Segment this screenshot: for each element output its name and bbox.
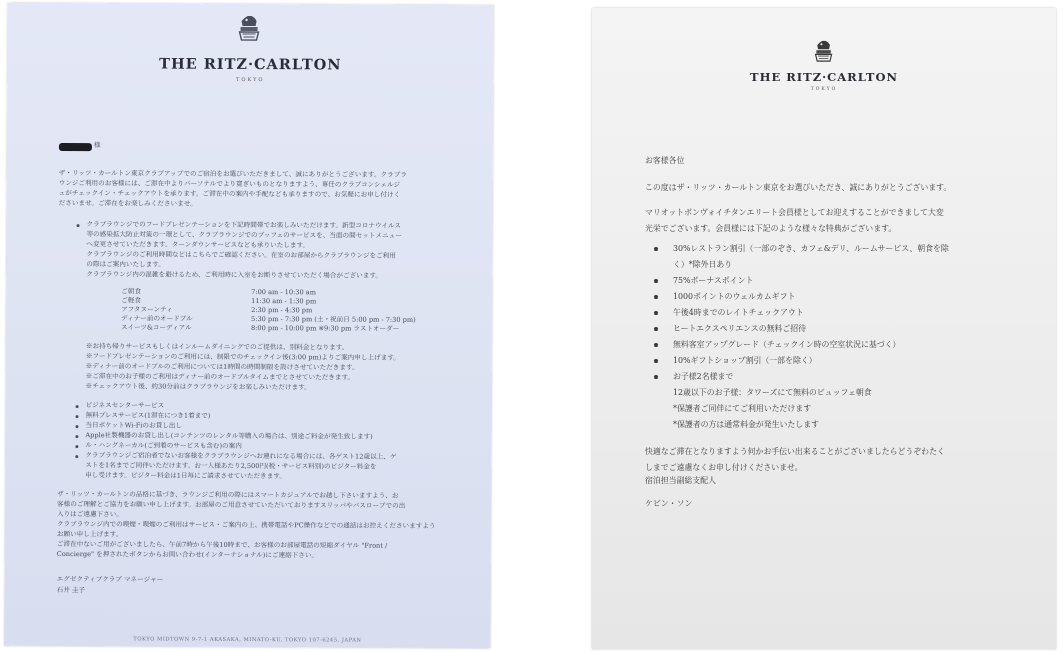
outro-line: Concierge" を押されたボタンからお問い合わせ(インターナショナル)にご連絡下さい。 <box>56 549 319 560</box>
brand-wordmark: THE RITZ·CARLTON <box>159 55 342 74</box>
service-item: クラブラウンジご宿泊者でないお客様をクラブラウンジへお連れになる場合には、各ゲスト12歳以上、ゲ <box>85 451 397 461</box>
outro-line: ご滞在中ないご用がございましたら、午前7時から午後10時まで、お客様のお部屋電話の短縮ダイヤル "Front / <box>56 539 390 550</box>
benefit-item: 75%ボーナスポイント <box>673 276 754 285</box>
note-line: ※お持ち帰りサービスもしくはインルームダイニングでのご提供は、別料金となります。 <box>85 342 349 352</box>
bullet-dot <box>654 295 658 299</box>
intro-line: ウンジご利用のお客様には、ご滞在中よりパーソナルでより寛ぎいものとなりますよう、専任のクラブコンシェルジ <box>58 179 401 189</box>
note-line: ※ディナー前のオードブルのご利用については1時間の時間制限を設けさせていただきます。 <box>85 362 359 372</box>
bullet-dot <box>654 343 658 347</box>
hotel-address-footer: TOKYO MIDTOWN 9-7-1 AKASAKA, MINATO-KU, TOKYO 107-6245, JAPAN <box>133 636 362 644</box>
schedule-time: 5:30 pm - 7:30 pm (土・祝前日 5:00 pm - 7:30 pm) <box>251 315 416 324</box>
note-line: ※チェックアウト後、約30分前はクラブラウンジをお楽しみいただけます。 <box>85 382 311 392</box>
schedule-name: ご軽食 <box>121 296 141 305</box>
club-lounge-letter <box>4 3 493 649</box>
city-label: TOKYO <box>236 76 265 84</box>
closing-line: 快適なご滞在となりますよう何かお手伝い出来ることがございましたらどうぞわたく <box>645 447 945 456</box>
signer-name: ケビン・ソン <box>645 499 693 508</box>
schedule-name: スイーツ&コーディアル <box>120 323 192 332</box>
bullet-dot <box>654 247 658 251</box>
ritz-carlton-lion-crest-logo <box>236 12 262 44</box>
signer-title: 宿泊担当副総支配人 <box>645 476 717 485</box>
bullet-line: クラブラウンジでのフードプレゼンテーションを下記時間帯でお楽しみいただけます。新型コロナウイルス <box>86 220 402 230</box>
city-label: TOKYO <box>810 87 838 92</box>
signer-title: エグゼクティブクラブ マネージャー <box>56 574 164 584</box>
bullet-dot <box>654 279 658 283</box>
schedule-name: ご朝食 <box>121 287 141 296</box>
schedule-time: 7:00 am - 10:30 am <box>251 288 316 297</box>
outro-line: 入りはご遠慮下さい。 <box>56 509 123 519</box>
bullet-line: へ変更させていただきます。ターンダウンサービスなども承りいたします。 <box>86 240 310 250</box>
benefit-item: *保護者ご同伴にてご利用いただけます <box>673 404 812 413</box>
bullet-line: クラブラウンジのご利用時間などはこちらでご確認ください。在室のお部屋からクラブラウンジをご利用 <box>86 250 396 260</box>
bullet-dot <box>654 359 658 363</box>
brand-wordmark: THE RITZ·CARLTON <box>750 70 898 84</box>
service-item: ル・ハングネーカル(ご到着のサービスも含む)の案内 <box>85 441 242 450</box>
benefit-item: 30%レストラン割引（一部のぞき、カフェ&デリ、ルームサービス、朝食を除 <box>673 244 949 253</box>
closing-line: しまでご遠慮なくお申し付けくださいませ。 <box>645 463 803 472</box>
bullet-dot <box>654 311 658 315</box>
benefit-item: 1000ポイントのウェルカムギフト <box>673 292 796 301</box>
bullet-line: 等の感染拡大防止対策の一環として、クラブラウンジでのブッフェのサービスを、当面の間セットメニュー <box>86 230 402 240</box>
outro-line: ザ・リッツ・カールトンの品格に基づき、ラウンジご利用の際にはスマートカジュアルでお越し下さいますよう、お <box>57 489 399 500</box>
service-item: 申し受けます。ビジター料金は1日毎にご請求させていただきます。 <box>85 471 286 481</box>
bullet-dot <box>75 435 78 438</box>
bullet-dot <box>654 327 658 331</box>
schedule-time: 2:30 pm - 4:30 pm <box>251 306 313 315</box>
benefit-item: 午後4時までのレイトチェックアウト <box>673 308 804 317</box>
intro-line: ださいませ。ご滞在をお楽しみくださいませ。 <box>58 199 197 208</box>
benefit-item: 10%ギフトショップ割引（一部を除く） <box>673 356 817 365</box>
intro-paragraph: この度はザ・リッツ・カールトン東京をお選びいただき、誠にありがとうございます。 <box>645 183 952 192</box>
benefit-item: *保護者の方は通常料金が発生いたします <box>673 420 819 429</box>
benefit-item: く）*除外日あり <box>673 260 733 269</box>
service-item: ストを1名までご同伴いただけます。お一人様あたり2,500円(税・サービス料別)のビジター料金を <box>85 461 377 471</box>
member-paragraph-line: マリオットボンヴォイチタンエリート会員様としてお迎えすることができまして大変 <box>645 208 944 217</box>
intro-line: ザ・リッツ・カールトン東京クラブアップでのご宿泊をお選びいただきまして、誠にありがとうございます。クラブラ <box>58 169 407 179</box>
service-item: Apple社製機器のお貸し出し(コンテンツのレンタル等購入の場合は、別途ご料金が発生致します) <box>85 431 373 441</box>
titanium-elite-letter <box>592 8 1056 649</box>
schedule-time: 11:30 am - 1:30 pm <box>251 297 317 306</box>
outro-line: クラブラウンジ内での喫煙・喫煙のご利用はサービス・ご案内の上、携帯電話やPC操作などでの通話はお控えくださいますよう <box>56 519 436 530</box>
ritz-carlton-lion-crest-logo <box>813 37 835 65</box>
schedule-name: アフタヌーンティ <box>121 305 173 314</box>
bullet-line: の際はご案内いたします。 <box>86 260 165 269</box>
service-item: ビジネスセンターサービス <box>85 401 165 410</box>
service-item: 無料プレスサービス(1滞在につき1着まで) <box>85 411 211 420</box>
note-line: ※フードプレゼンテーションのご利用には、制限でのチェックイン後(3:00 pm)よりご案内申し上げます。 <box>85 352 400 362</box>
bullet-dot <box>77 224 80 227</box>
bullet-dot <box>654 375 658 379</box>
schedule-name: ディナー前のオードブル <box>121 314 193 323</box>
bullet-dot <box>75 425 78 428</box>
salutation: お客様各位 <box>645 156 685 165</box>
benefit-item: ヒートエクスペリエンスの無料ご招待 <box>673 324 807 333</box>
salutation-suffix: 様 <box>93 141 101 150</box>
bullet-line: クラブラウンジ内の混雑を避けるため、ご利用時に入室をお断りさせていただく場合がございます。 <box>86 270 383 280</box>
signer-name: 石井 圭子 <box>56 585 86 595</box>
member-paragraph-line: 光栄でございます。会員様には下記のような様々な特典がございます。 <box>645 224 897 233</box>
bullet-dot <box>75 455 78 458</box>
service-item: 当日ポケットWi-Fiのお貸し出し <box>85 421 182 430</box>
outro-line: 客様のご理解とご協力をお願い申し上げます。お部屋のご用意させていただいておりますスリッパやバスローブでの出 <box>57 499 406 510</box>
note-line: ※ご滞在中のお子様のご利用はディナー前のオードブルタイムまでとさせていただきます。 <box>85 372 355 382</box>
bullet-dot <box>75 445 78 448</box>
benefit-item: 12歳以下のお子様：タワーズにて無料のビュッフェ朝食 <box>673 388 872 397</box>
benefit-item: お子様2名様まで <box>673 372 734 381</box>
benefit-item: 無料客室アップグレード（チェックイン時の空室状況に基づく） <box>673 340 901 349</box>
outro-line: お願い申し上げます。 <box>56 529 123 539</box>
bullet-dot <box>76 405 79 408</box>
schedule-time: 8:00 pm - 10:00 pm ※9:30 pm ラストオーダー <box>250 324 400 333</box>
intro-line: ュがチェックイン・チェックアウトを承ります。ご滞在中の案内や手配なども承りますので、お気軽にお申し付けく <box>58 189 401 199</box>
redacted-guest-name <box>59 143 92 151</box>
bullet-dot <box>76 415 79 418</box>
